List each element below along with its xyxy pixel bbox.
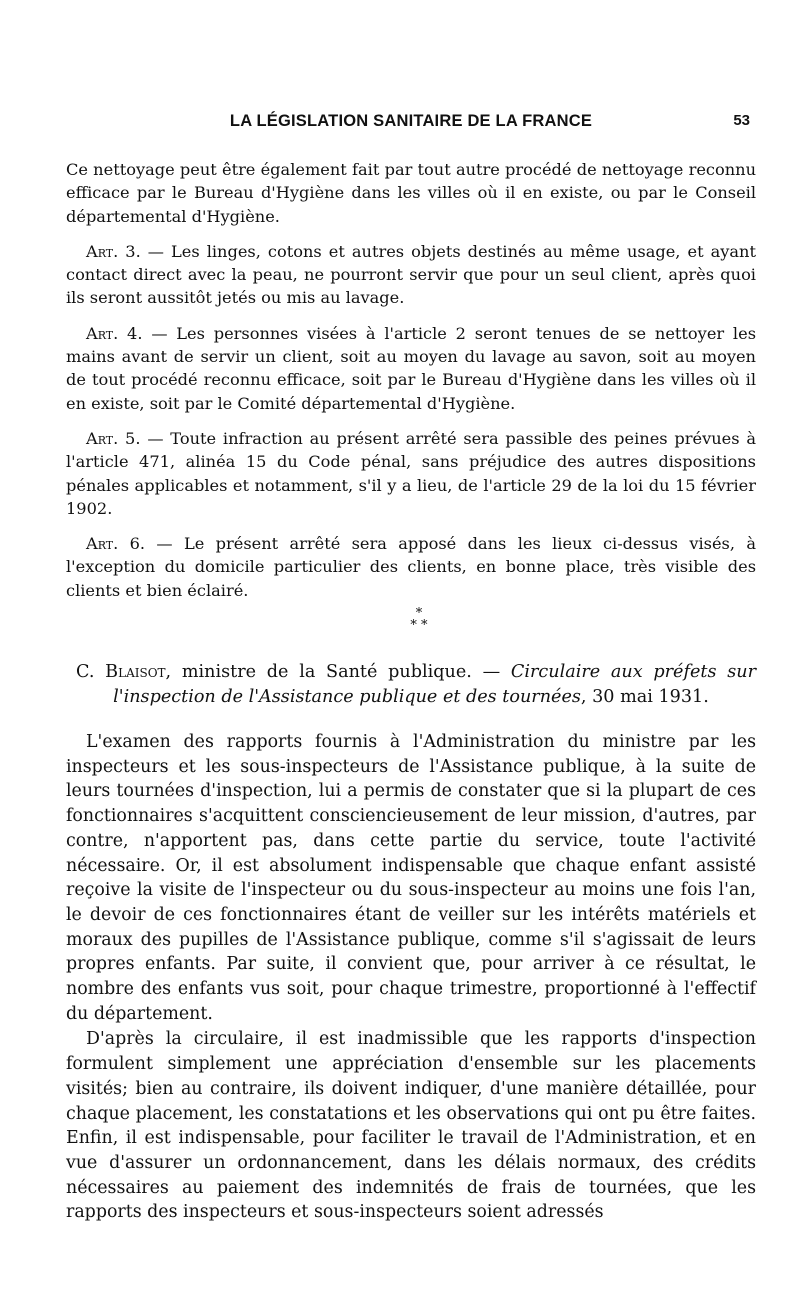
author-role: , ministre de la Santé publique. —	[165, 662, 511, 683]
running-title: LA LÉGISLATION SANITAIRE DE LA FRANCE	[229, 112, 593, 130]
circular-date: , 30 mai 1931.	[580, 687, 709, 708]
separator-bottom-stars: * *	[410, 618, 428, 634]
circular-title: Circulaire aux préfets sur l'inspection de l'Assistance publique et des tournées	[113, 662, 756, 708]
article-3	[66, 240, 756, 310]
body-paragraph-1: L'examen des rapports fournis à l'Administration du ministre par les inspecteurs et les sous-inspecteurs de l'Assistance publique, à la suite de leurs tournées d'inspection, lui a permis de constater que si la plupart de ces fonctionnaires s'acquittent consciencieusement de leur mission, d'autres, par contre, n'apportent pas, dans cette partie du service, toute l'activité nécessaire. Or, il est absolument indispensable que chaque enfant assisté reçoive la visite de l'inspecteur ou du sous-inspecteur au moins une fois l'an, le devoir de ces fonctionnaires étant de veiller sur les intérêts matériels et moraux des pupilles de l'Assistance publique, comme s'il s'agissait de leurs propres enfants. Par suite, il convient que, pour arriver à ce résultat, le nombre des enfants vus soit, pour chaque trimestre, proportionné à l'effectif du département.	[66, 732, 756, 1024]
article-4-text: — Les personnes visées à l'article 2 seront tenues de se nettoyer les mains avant de servir un client, soit au moyen du lavage au savon, soit au moyen de tout procédé reconnu efficace, soit par le Bureau d'Hygiène dans les villes où il en existe, soit par le Comité départemental d'Hygiène.	[66, 323, 756, 413]
page-number: 53	[733, 112, 750, 129]
intro-paragraph: Ce nettoyage peut être également fait par tout autre procédé de nettoyage reconnu efficace par le Bureau d'Hygiène dans les villes où il en existe, ou par le Conseil départemental d'Hygiène.	[66, 160, 756, 226]
author-name: Blaisot	[105, 662, 166, 683]
article-6-text: — Le présent arrêté sera apposé dans les lieux ci-dessus visés, à l'exception du domicile particulier des clients, en bonne place, très visible des clients et bien éclairé.	[66, 534, 756, 600]
section-separator	[82, 608, 756, 632]
article-4	[66, 322, 756, 415]
author-initial: C.	[76, 662, 106, 683]
article-3-label: Art. 3.	[86, 241, 141, 261]
article-6-label: Art. 6.	[86, 534, 146, 554]
separator-top-star: *	[415, 606, 423, 622]
article-4-label: Art. 4.	[86, 323, 143, 343]
body-paragraph-2: D'après la circulaire, il est inadmissible que les rapports d'inspection formulent simplement une appréciation d'ensemble sur les placements visités; bien au contraire, ils doivent indiquer, d'une manière détaillée, pour chaque placement, les constatations et les observations qui ont pu être faites. Enfin, il est indispensable, pour faciliter le travail de l'Administration, et en vue d'assurer un ordonnancement, dans les délais normaux, des crédits nécessaires au paiement des indemnités de frais de tournées, que les rapports des inspecteurs et sous-inspecteurs soient adressés	[66, 1029, 756, 1223]
article-6	[66, 532, 756, 602]
article-5	[66, 427, 756, 520]
article-5-label: Art. 5.	[86, 428, 141, 448]
article-5-text: — Toute infraction au présent arrêté sera passible des peines prévues à l'article 471, alinéa 15 du Code pénal, sans préjudice des autres dispositions pénales applicables et notamment, s'il y a lieu, de l'article 29 de la loi du 15 février 1902.	[66, 428, 756, 518]
page-header	[66, 112, 756, 140]
circular-heading	[66, 660, 756, 710]
page	[66, 112, 756, 1225]
article-3-text: — Les linges, cotons et autres objets destinés au même usage, et ayant contact direct avec la peau, ne pourront servir que pour un seul client, après quoi ils seront aussitôt jetés ou mis au lavage.	[66, 241, 756, 308]
